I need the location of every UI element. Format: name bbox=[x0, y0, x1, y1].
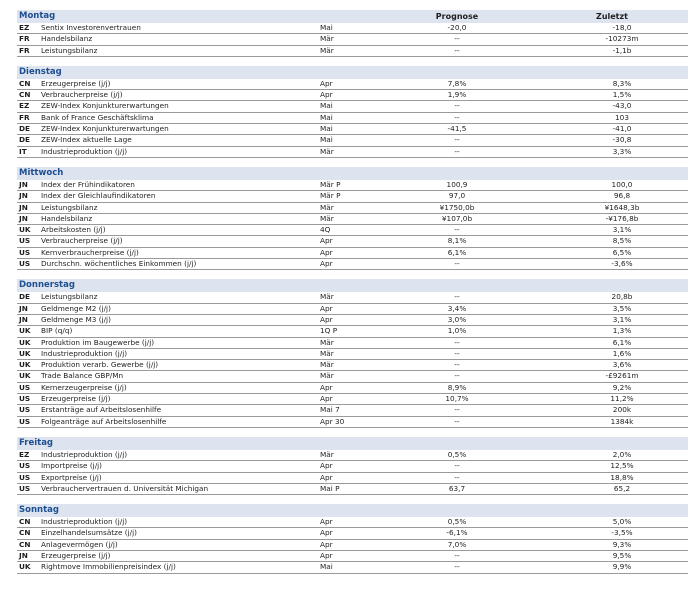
day-name: Dienstag bbox=[19, 66, 62, 77]
event-cell: Erzeugerpreise (j/j) bbox=[41, 394, 111, 404]
country-cell: FR bbox=[19, 34, 30, 44]
event-cell: Importpreise (j/j) bbox=[41, 461, 103, 471]
day-name: Freitag bbox=[19, 437, 54, 448]
previous-cell: -¥176,8b bbox=[605, 213, 639, 223]
period-cell: Mär bbox=[320, 371, 334, 381]
previous-cell: 96,8 bbox=[613, 191, 631, 201]
forecast-cell: -- bbox=[454, 416, 460, 426]
event-cell: Anlagevermögen (j/j) bbox=[41, 539, 118, 549]
forecast-cell: -6,1% bbox=[446, 528, 468, 538]
forecast-cell: -- bbox=[454, 461, 460, 471]
country-cell: US bbox=[19, 405, 31, 415]
period-cell: Apr bbox=[320, 90, 333, 100]
previous-cell: 3,5% bbox=[612, 303, 632, 313]
period-cell: Mär bbox=[320, 337, 334, 347]
day-section-donnerstag bbox=[17, 279, 688, 428]
period-cell: Mär bbox=[320, 202, 334, 212]
period-cell: Apr bbox=[320, 550, 333, 560]
event-cell: Rightmove Immobilienpreisindex (j/j) bbox=[41, 562, 176, 572]
table-row bbox=[17, 135, 688, 146]
event-cell: Verbrauchervertrauen d. Universität Michigan bbox=[41, 483, 209, 493]
forecast-cell: -- bbox=[454, 405, 460, 415]
country-cell: UK bbox=[19, 326, 31, 336]
previous-cell: 103 bbox=[615, 112, 629, 122]
event-cell: Exportpreise (j/j) bbox=[41, 472, 102, 482]
previous-cell: 11,2% bbox=[610, 394, 634, 404]
country-cell: UK bbox=[19, 225, 31, 235]
table-row bbox=[17, 450, 688, 461]
country-cell: US bbox=[19, 236, 31, 246]
table-row bbox=[17, 248, 688, 259]
forecast-cell: -- bbox=[454, 112, 460, 122]
forecast-cell: 8,1% bbox=[447, 236, 467, 246]
forecast-cell: ¥107,0b bbox=[441, 213, 473, 223]
country-cell: JN bbox=[19, 213, 28, 223]
forecast-cell: -- bbox=[454, 146, 460, 156]
table-row bbox=[17, 304, 688, 315]
forecast-cell: 7,0% bbox=[447, 539, 467, 549]
event-cell: Bank of France Geschäftsklima bbox=[41, 112, 154, 122]
period-cell: Apr bbox=[320, 236, 333, 246]
event-cell: Leistungsbilanz bbox=[41, 292, 98, 302]
previous-cell: 1384k bbox=[610, 416, 634, 426]
forecast-cell: ¥1750,0b bbox=[439, 202, 475, 212]
period-cell: Apr bbox=[320, 394, 333, 404]
period-cell: Apr 30 bbox=[320, 416, 345, 426]
event-cell: Leistungsbilanz bbox=[41, 45, 98, 55]
country-cell: JN bbox=[19, 550, 28, 560]
day-header bbox=[17, 66, 688, 79]
previous-cell: -30,8 bbox=[612, 135, 632, 145]
table-row bbox=[17, 417, 688, 428]
country-cell: DE bbox=[19, 135, 31, 145]
table-row bbox=[17, 147, 688, 158]
table-row bbox=[17, 23, 688, 34]
day-name: Sonntag bbox=[19, 505, 59, 516]
forecast-cell: -- bbox=[454, 550, 460, 560]
day-section-mittwoch bbox=[17, 167, 688, 270]
previous-cell: 1,6% bbox=[612, 348, 632, 358]
country-cell: JN bbox=[19, 179, 28, 189]
country-cell: EZ bbox=[19, 449, 30, 459]
period-cell: Mai bbox=[320, 562, 333, 572]
table-row bbox=[17, 214, 688, 225]
table-row bbox=[17, 292, 688, 303]
table-row bbox=[17, 101, 688, 112]
previous-cell: 6,5% bbox=[612, 247, 632, 257]
country-cell: US bbox=[19, 394, 31, 404]
event-cell: Index der Gleichlaufindikatoren bbox=[41, 191, 156, 201]
country-cell: CN bbox=[19, 517, 31, 527]
table-row bbox=[17, 360, 688, 371]
forecast-cell: -20,0 bbox=[447, 23, 467, 32]
day-section-montag bbox=[17, 10, 688, 57]
table-row bbox=[17, 517, 688, 528]
day-header bbox=[17, 504, 688, 517]
period-cell: 4Q bbox=[320, 225, 331, 235]
day-header bbox=[17, 279, 688, 292]
forecast-cell: 97,0 bbox=[448, 191, 466, 201]
period-cell: Apr bbox=[320, 539, 333, 549]
table-row bbox=[17, 562, 688, 573]
forecast-cell: -- bbox=[454, 360, 460, 370]
country-cell: CN bbox=[19, 539, 31, 549]
day-header bbox=[17, 10, 688, 23]
day-name: Donnerstag bbox=[19, 280, 75, 291]
previous-cell: -3,6% bbox=[611, 259, 633, 269]
previous-cell: 100,0 bbox=[611, 179, 633, 189]
table-row bbox=[17, 473, 688, 484]
previous-cell: -18,0 bbox=[612, 23, 632, 32]
event-cell: Folgeanträge auf Arbeitslosenhilfe bbox=[41, 416, 167, 426]
forecast-cell: 8,9% bbox=[447, 382, 467, 392]
country-cell: US bbox=[19, 382, 31, 392]
forecast-cell: -- bbox=[454, 225, 460, 235]
event-cell: Erzeugerpreise (j/j) bbox=[41, 550, 111, 560]
table-row bbox=[17, 79, 688, 90]
country-cell: JN bbox=[19, 191, 28, 201]
previous-cell: 1,5% bbox=[612, 90, 632, 100]
forecast-cell: 10,7% bbox=[445, 394, 469, 404]
country-cell: JN bbox=[19, 202, 28, 212]
event-cell: Kernverbraucherpreise (j/j) bbox=[41, 247, 139, 257]
country-cell: US bbox=[19, 483, 31, 493]
period-cell: Mai bbox=[320, 124, 333, 134]
previous-cell: -3,5% bbox=[611, 528, 633, 538]
event-cell: Industrieproduktion (j/j) bbox=[41, 449, 128, 459]
event-cell: Produktion im Baugewerbe (j/j) bbox=[41, 337, 155, 347]
previous-cell: -43,0 bbox=[612, 101, 632, 111]
event-cell: ZEW-Index Konjunkturerwartungen bbox=[41, 101, 169, 111]
country-cell: US bbox=[19, 472, 31, 482]
event-cell: Verbraucherpreise (j/j) bbox=[41, 90, 123, 100]
event-cell: Verbraucherpreise (j/j) bbox=[41, 236, 123, 246]
period-cell: Apr bbox=[320, 528, 333, 538]
event-cell: Produktion verarb. Gewerbe (j/j) bbox=[41, 360, 159, 370]
forecast-cell: -- bbox=[454, 34, 460, 44]
event-cell: Erzeugerpreise (j/j) bbox=[41, 78, 111, 88]
forecast-cell: -- bbox=[454, 472, 460, 482]
table-row bbox=[17, 383, 688, 394]
forecast-cell: 6,1% bbox=[447, 247, 467, 257]
country-cell: JN bbox=[19, 314, 28, 324]
country-cell: UK bbox=[19, 562, 31, 572]
event-cell: Industrieproduktion (j/j) bbox=[41, 348, 128, 358]
period-cell: Mai bbox=[320, 112, 333, 122]
period-cell: Apr bbox=[320, 314, 333, 324]
country-cell: FR bbox=[19, 112, 30, 122]
table-row bbox=[17, 203, 688, 214]
forecast-cell: 63,7 bbox=[448, 483, 466, 493]
forecast-cell: -- bbox=[454, 101, 460, 111]
forecast-cell: -- bbox=[454, 371, 460, 381]
period-cell: Mär bbox=[320, 360, 334, 370]
event-cell: Erstanträge auf Arbeitslosenhilfe bbox=[41, 405, 162, 415]
table-row bbox=[17, 124, 688, 135]
previous-cell: 12,5% bbox=[610, 461, 634, 471]
country-cell: DE bbox=[19, 124, 31, 134]
day-header bbox=[17, 167, 688, 180]
period-cell: Mai bbox=[320, 23, 333, 32]
table-row bbox=[17, 113, 688, 124]
period-cell: Mär bbox=[320, 213, 334, 223]
period-cell: Mär P bbox=[320, 191, 341, 201]
forecast-cell: 1,9% bbox=[447, 90, 467, 100]
economic-calendar bbox=[17, 10, 688, 583]
forecast-cell: 1,0% bbox=[447, 326, 467, 336]
previous-cell: 18,8% bbox=[610, 472, 634, 482]
event-cell: Durchschn. wöchentliches Einkommen (j/j) bbox=[41, 259, 197, 269]
previous-cell: 8,5% bbox=[612, 236, 632, 246]
table-row bbox=[17, 90, 688, 101]
table-row bbox=[17, 484, 688, 495]
day-section-freitag bbox=[17, 437, 688, 495]
period-cell: Mär bbox=[320, 146, 334, 156]
event-cell: Geldmenge M2 (j/j) bbox=[41, 303, 111, 313]
table-row bbox=[17, 225, 688, 236]
forecast-cell: 0,5% bbox=[447, 517, 467, 527]
previous-cell: 9,3% bbox=[612, 539, 632, 549]
event-cell: Sentix Investorenvertrauen bbox=[41, 23, 141, 32]
period-cell: Mai bbox=[320, 101, 333, 111]
forecast-cell: 3,4% bbox=[447, 303, 467, 313]
previous-cell: -41,0 bbox=[612, 124, 632, 134]
table-row bbox=[17, 349, 688, 360]
event-cell: Kernerzeugerpreise (j/j) bbox=[41, 382, 127, 392]
event-cell: ZEW-Index Konjunkturerwartungen bbox=[41, 124, 169, 134]
forecast-cell: -- bbox=[454, 45, 460, 55]
previous-cell: 65,2 bbox=[613, 483, 631, 493]
previous-column-header: Zuletzt bbox=[596, 12, 628, 21]
table-row bbox=[17, 528, 688, 539]
forecast-cell: -- bbox=[454, 135, 460, 145]
period-cell: Mär bbox=[320, 45, 334, 55]
previous-cell: 9,5% bbox=[612, 550, 632, 560]
event-cell: Leistungsbilanz bbox=[41, 202, 98, 212]
previous-cell: 9,2% bbox=[612, 382, 632, 392]
day-header bbox=[17, 437, 688, 450]
forecast-cell: 7,8% bbox=[447, 78, 467, 88]
event-cell: Index der Frühindikatoren bbox=[41, 179, 135, 189]
previous-cell: -£9261m bbox=[605, 371, 639, 381]
forecast-column-header: Prognose bbox=[435, 12, 479, 21]
previous-cell: 1,3% bbox=[612, 326, 632, 336]
period-cell: Mai bbox=[320, 135, 333, 145]
country-cell: DE bbox=[19, 292, 31, 302]
day-section-dienstag bbox=[17, 66, 688, 158]
country-cell: EZ bbox=[19, 101, 30, 111]
period-cell: Mai P bbox=[320, 483, 340, 493]
day-section-sonntag bbox=[17, 504, 688, 573]
period-cell: Mär bbox=[320, 348, 334, 358]
country-cell: CN bbox=[19, 78, 31, 88]
period-cell: Apr bbox=[320, 382, 333, 392]
table-row bbox=[17, 338, 688, 349]
country-cell: US bbox=[19, 259, 31, 269]
country-cell: CN bbox=[19, 90, 31, 100]
forecast-cell: -- bbox=[454, 292, 460, 302]
event-cell: Einzelhandelsumsätze (j/j) bbox=[41, 528, 137, 538]
event-cell: Arbeitskosten (j/j) bbox=[41, 225, 106, 235]
forecast-cell: -- bbox=[454, 259, 460, 269]
period-cell: Apr bbox=[320, 303, 333, 313]
previous-cell: ¥1648,3b bbox=[604, 202, 640, 212]
country-cell: JN bbox=[19, 303, 28, 313]
table-row bbox=[17, 371, 688, 382]
forecast-cell: 0,5% bbox=[447, 449, 467, 459]
previous-cell: 5,0% bbox=[612, 517, 632, 527]
period-cell: Apr bbox=[320, 461, 333, 471]
period-cell: Mär bbox=[320, 292, 334, 302]
previous-cell: -10273m bbox=[605, 34, 639, 44]
event-cell: Industrieproduktion (j/j) bbox=[41, 146, 128, 156]
previous-cell: 9,9% bbox=[612, 562, 632, 572]
period-cell: Mär P bbox=[320, 179, 341, 189]
event-cell: Handelsbilanz bbox=[41, 34, 93, 44]
period-cell: Mai 7 bbox=[320, 405, 340, 415]
event-cell: Trade Balance GBP/Mn bbox=[41, 371, 124, 381]
country-cell: EZ bbox=[19, 23, 30, 32]
table-row bbox=[17, 461, 688, 472]
previous-cell: 8,3% bbox=[612, 78, 632, 88]
day-name: Montag bbox=[19, 11, 56, 21]
country-cell: US bbox=[19, 461, 31, 471]
period-cell: Apr bbox=[320, 259, 333, 269]
forecast-cell: -- bbox=[454, 337, 460, 347]
forecast-cell: -41,5 bbox=[447, 124, 467, 134]
country-cell: CN bbox=[19, 528, 31, 538]
table-row bbox=[17, 540, 688, 551]
forecast-cell: -- bbox=[454, 562, 460, 572]
table-row bbox=[17, 394, 688, 405]
previous-cell: 3,1% bbox=[612, 314, 632, 324]
country-cell: IT bbox=[19, 146, 27, 156]
table-row bbox=[17, 236, 688, 247]
forecast-cell: -- bbox=[454, 348, 460, 358]
country-cell: UK bbox=[19, 371, 31, 381]
country-cell: US bbox=[19, 416, 31, 426]
period-cell: Apr bbox=[320, 472, 333, 482]
previous-cell: 2,0% bbox=[612, 449, 632, 459]
table-row bbox=[17, 326, 688, 337]
event-cell: BIP (q/q) bbox=[41, 326, 73, 336]
country-cell: UK bbox=[19, 360, 31, 370]
period-cell: Apr bbox=[320, 517, 333, 527]
day-name: Mittwoch bbox=[19, 167, 64, 178]
country-cell: UK bbox=[19, 348, 31, 358]
previous-cell: 20,8b bbox=[611, 292, 633, 302]
country-cell: FR bbox=[19, 45, 30, 55]
previous-cell: 3,6% bbox=[612, 360, 632, 370]
table-row bbox=[17, 551, 688, 562]
event-cell: Geldmenge M3 (j/j) bbox=[41, 314, 111, 324]
period-cell: 1Q P bbox=[320, 326, 338, 336]
previous-cell: -1,1b bbox=[612, 45, 632, 55]
forecast-cell: 100,9 bbox=[446, 179, 468, 189]
table-row bbox=[17, 180, 688, 191]
event-cell: Industrieproduktion (j/j) bbox=[41, 517, 128, 527]
event-cell: ZEW-Index aktuelle Lage bbox=[41, 135, 132, 145]
previous-cell: 200k bbox=[612, 405, 632, 415]
event-cell: Handelsbilanz bbox=[41, 213, 93, 223]
table-row bbox=[17, 34, 688, 45]
country-cell: US bbox=[19, 247, 31, 257]
period-cell: Mär bbox=[320, 449, 334, 459]
period-cell: Apr bbox=[320, 78, 333, 88]
table-row bbox=[17, 405, 688, 416]
period-cell: Mär bbox=[320, 34, 334, 44]
period-cell: Apr bbox=[320, 247, 333, 257]
country-cell: UK bbox=[19, 337, 31, 347]
table-row bbox=[17, 259, 688, 270]
table-row bbox=[17, 315, 688, 326]
previous-cell: 6,1% bbox=[612, 337, 632, 347]
previous-cell: 3,1% bbox=[612, 225, 632, 235]
table-row bbox=[17, 191, 688, 202]
table-row bbox=[17, 46, 688, 57]
forecast-cell: 3,0% bbox=[447, 314, 467, 324]
previous-cell: 3,3% bbox=[612, 146, 632, 156]
